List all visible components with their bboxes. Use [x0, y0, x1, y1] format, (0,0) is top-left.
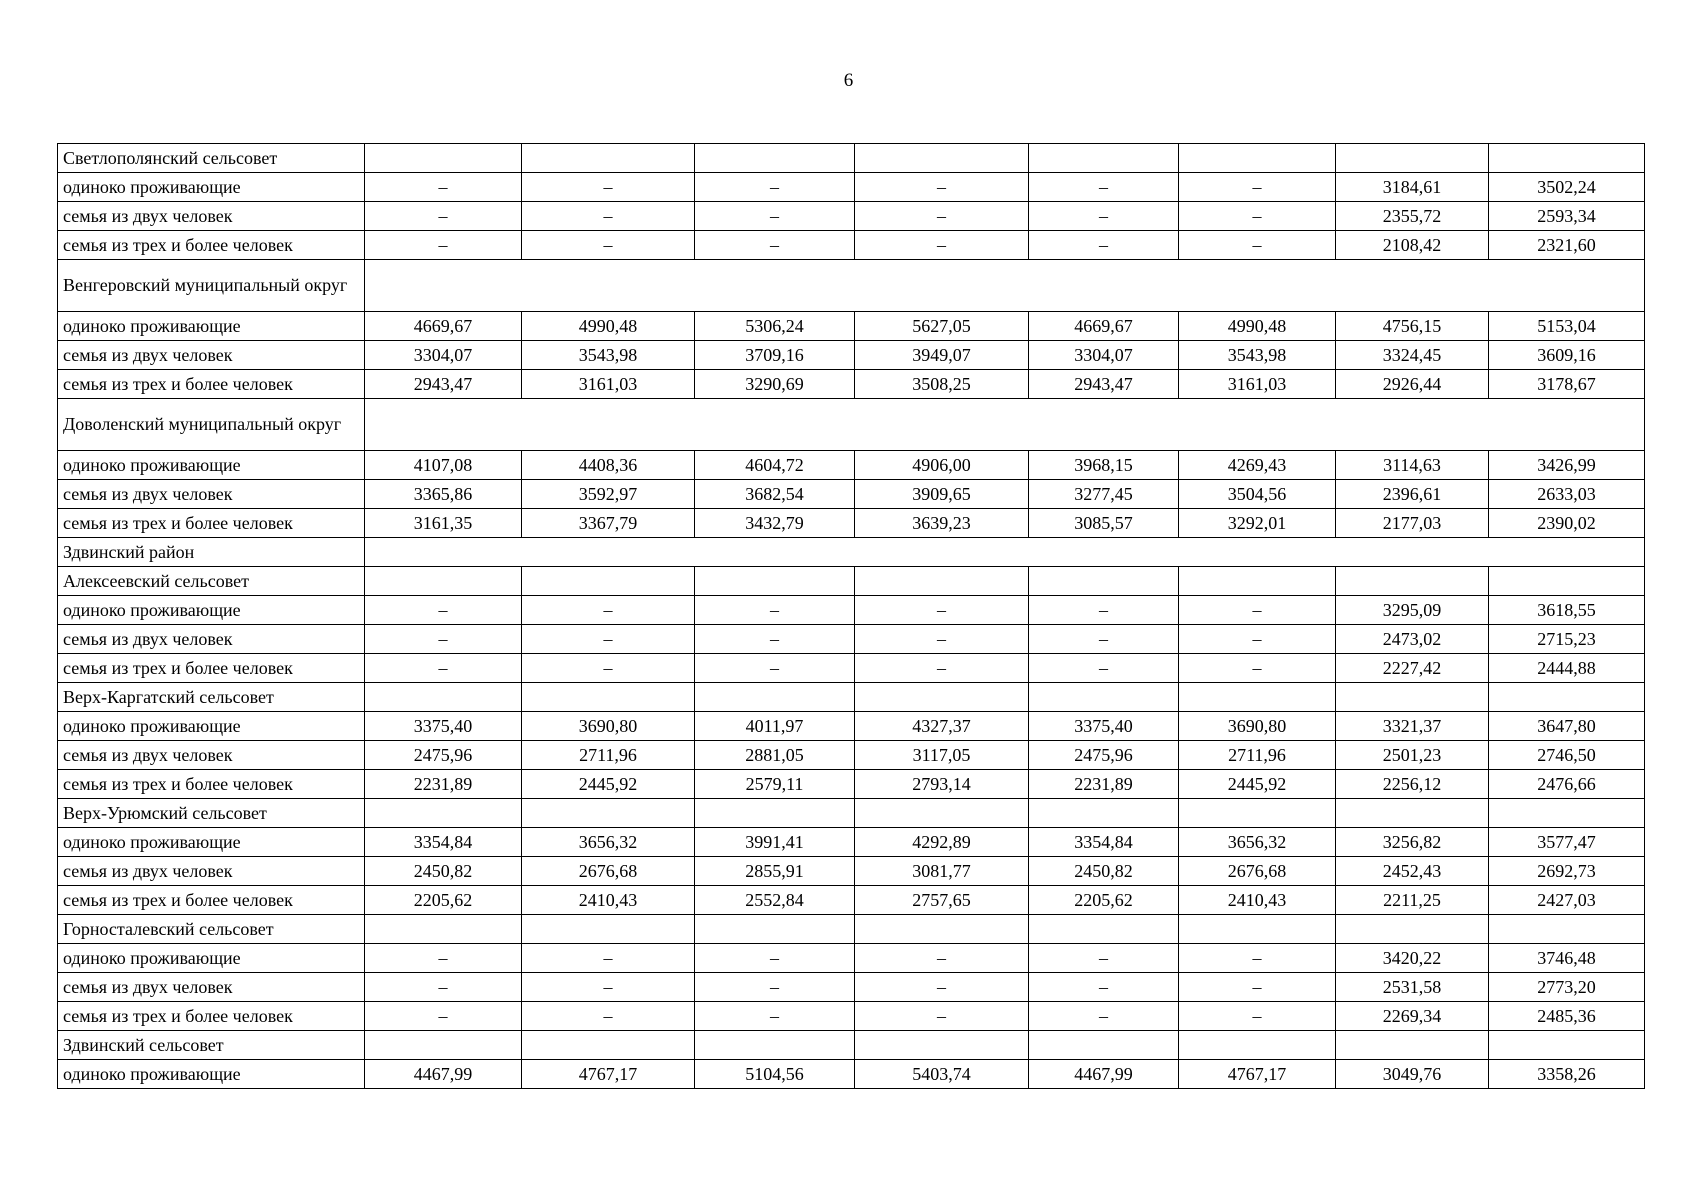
value-cell: 4408,36 — [522, 451, 695, 480]
value-cell: 2177,03 — [1336, 509, 1489, 538]
value-cell: 3292,01 — [1179, 509, 1336, 538]
empty-cell — [1489, 683, 1645, 712]
value-cell: 2501,23 — [1336, 741, 1489, 770]
value-cell: 2476,66 — [1489, 770, 1645, 799]
value-cell: 4011,97 — [695, 712, 855, 741]
empty-cell — [1179, 915, 1336, 944]
section-title: Венгеровский муниципальный округ — [58, 260, 365, 312]
value-cell: 3647,80 — [1489, 712, 1645, 741]
table-row — [58, 828, 1645, 857]
value-cell: – — [1029, 231, 1179, 260]
value-cell: 3420,22 — [1336, 944, 1489, 973]
value-cell: 2108,42 — [1336, 231, 1489, 260]
value-cell: – — [1029, 1002, 1179, 1031]
value-cell: 2746,50 — [1489, 741, 1645, 770]
value-cell: – — [365, 231, 522, 260]
value-cell: 2943,47 — [1029, 370, 1179, 399]
value-cell: – — [365, 625, 522, 654]
empty-cell — [1489, 799, 1645, 828]
value-cell: – — [855, 173, 1029, 202]
value-cell: 2445,92 — [1179, 770, 1336, 799]
value-cell: 3295,09 — [1336, 596, 1489, 625]
value-cell: 3909,65 — [855, 480, 1029, 509]
value-cell: 4767,17 — [522, 1060, 695, 1089]
value-cell: 2205,62 — [365, 886, 522, 915]
value-cell: 2793,14 — [855, 770, 1029, 799]
empty-cell — [365, 683, 522, 712]
table-row — [58, 857, 1645, 886]
table-row — [58, 944, 1645, 973]
value-cell: 2531,58 — [1336, 973, 1489, 1002]
table-row — [58, 741, 1645, 770]
value-cell: – — [855, 944, 1029, 973]
empty-cell — [855, 799, 1029, 828]
row-label: семья из двух человек — [58, 973, 365, 1002]
value-cell: 2396,61 — [1336, 480, 1489, 509]
value-cell: 2633,03 — [1489, 480, 1645, 509]
empty-cell — [1336, 567, 1489, 596]
table-row — [58, 451, 1645, 480]
value-cell: – — [522, 202, 695, 231]
value-cell: 3161,35 — [365, 509, 522, 538]
empty-cell — [1029, 683, 1179, 712]
empty-cell — [1336, 144, 1489, 173]
value-cell: 4767,17 — [1179, 1060, 1336, 1089]
group-row — [58, 144, 1645, 173]
value-cell: 2855,91 — [695, 857, 855, 886]
empty-cell — [695, 799, 855, 828]
tariff-table — [57, 143, 1645, 1089]
value-cell: – — [522, 596, 695, 625]
group-row — [58, 1031, 1645, 1060]
value-cell: 3277,45 — [1029, 480, 1179, 509]
value-cell: – — [1029, 173, 1179, 202]
empty-cell — [695, 567, 855, 596]
row-label: семья из трех и более человек — [58, 370, 365, 399]
value-cell: 3639,23 — [855, 509, 1029, 538]
value-cell: 3358,26 — [1489, 1060, 1645, 1089]
table-row — [58, 312, 1645, 341]
value-cell: – — [855, 596, 1029, 625]
value-cell: – — [1179, 973, 1336, 1002]
value-cell: – — [365, 973, 522, 1002]
row-label: одиноко проживающие — [58, 944, 365, 973]
value-cell: 4292,89 — [855, 828, 1029, 857]
value-cell: 3502,24 — [1489, 173, 1645, 202]
value-cell: 2231,89 — [1029, 770, 1179, 799]
value-cell: 4107,08 — [365, 451, 522, 480]
value-cell: 3114,63 — [1336, 451, 1489, 480]
value-cell: – — [1029, 202, 1179, 231]
value-cell: – — [365, 596, 522, 625]
value-cell: – — [695, 944, 855, 973]
value-cell: 4467,99 — [1029, 1060, 1179, 1089]
row-label: одиноко проживающие — [58, 828, 365, 857]
value-cell: 2943,47 — [365, 370, 522, 399]
value-cell: 5153,04 — [1489, 312, 1645, 341]
value-cell: – — [1179, 1002, 1336, 1031]
table-row — [58, 509, 1645, 538]
empty-cell — [365, 1031, 522, 1060]
value-cell: 3049,76 — [1336, 1060, 1489, 1089]
group-row — [58, 915, 1645, 944]
value-cell: 3543,98 — [522, 341, 695, 370]
empty-cell — [1029, 1031, 1179, 1060]
value-cell: 3504,56 — [1179, 480, 1336, 509]
value-cell: 3656,32 — [1179, 828, 1336, 857]
value-cell: – — [695, 202, 855, 231]
empty-cell — [855, 144, 1029, 173]
table-body — [58, 144, 1645, 1089]
section-title: Здвинский район — [58, 538, 365, 567]
group-row — [58, 567, 1645, 596]
table-row — [58, 625, 1645, 654]
value-cell: 2711,96 — [522, 741, 695, 770]
value-cell: 3375,40 — [365, 712, 522, 741]
value-cell: 3543,98 — [1179, 341, 1336, 370]
value-cell: – — [522, 944, 695, 973]
empty-cell — [365, 799, 522, 828]
value-cell: 3184,61 — [1336, 173, 1489, 202]
value-cell: – — [522, 654, 695, 683]
value-cell: 2773,20 — [1489, 973, 1645, 1002]
section-empty-cell — [365, 260, 1645, 312]
value-cell: 3656,32 — [522, 828, 695, 857]
value-cell: 2355,72 — [1336, 202, 1489, 231]
empty-cell — [695, 1031, 855, 1060]
value-cell: 2231,89 — [365, 770, 522, 799]
value-cell: – — [522, 625, 695, 654]
value-cell: 3577,47 — [1489, 828, 1645, 857]
value-cell: 4669,67 — [365, 312, 522, 341]
row-label: семья из трех и более человек — [58, 1002, 365, 1031]
value-cell: – — [1179, 596, 1336, 625]
value-cell: 2475,96 — [365, 741, 522, 770]
table-row — [58, 202, 1645, 231]
value-cell: – — [855, 625, 1029, 654]
value-cell: 2269,34 — [1336, 1002, 1489, 1031]
value-cell: 2390,02 — [1489, 509, 1645, 538]
table-row — [58, 480, 1645, 509]
value-cell: – — [1179, 231, 1336, 260]
group-row — [58, 683, 1645, 712]
value-cell: 3367,79 — [522, 509, 695, 538]
value-cell: – — [365, 202, 522, 231]
value-cell: 2711,96 — [1179, 741, 1336, 770]
empty-cell — [522, 915, 695, 944]
section-empty-cell — [365, 399, 1645, 451]
value-cell: 4604,72 — [695, 451, 855, 480]
value-cell: 4906,00 — [855, 451, 1029, 480]
value-cell: 3290,69 — [695, 370, 855, 399]
empty-cell — [1489, 1031, 1645, 1060]
empty-cell — [1029, 144, 1179, 173]
value-cell: 3709,16 — [695, 341, 855, 370]
empty-cell — [1029, 567, 1179, 596]
value-cell: – — [695, 596, 855, 625]
value-cell: – — [1029, 625, 1179, 654]
value-cell: 3682,54 — [695, 480, 855, 509]
table-row — [58, 596, 1645, 625]
empty-cell — [522, 144, 695, 173]
table-row — [58, 231, 1645, 260]
value-cell: – — [522, 173, 695, 202]
group-title: Здвинский сельсовет — [58, 1031, 365, 1060]
value-cell: – — [855, 231, 1029, 260]
value-cell: 5306,24 — [695, 312, 855, 341]
value-cell: 2205,62 — [1029, 886, 1179, 915]
value-cell: 2881,05 — [695, 741, 855, 770]
value-cell: – — [1029, 596, 1179, 625]
value-cell: 2676,68 — [1179, 857, 1336, 886]
section-row — [58, 260, 1645, 312]
value-cell: – — [855, 202, 1029, 231]
value-cell: 2410,43 — [1179, 886, 1336, 915]
value-cell: – — [695, 973, 855, 1002]
value-cell: – — [695, 1002, 855, 1031]
value-cell: 3609,16 — [1489, 341, 1645, 370]
empty-cell — [1336, 799, 1489, 828]
value-cell: 4269,43 — [1179, 451, 1336, 480]
value-cell: 3375,40 — [1029, 712, 1179, 741]
row-label: семья из трех и более человек — [58, 886, 365, 915]
value-cell: 3161,03 — [522, 370, 695, 399]
group-title: Верх-Урюмский сельсовет — [58, 799, 365, 828]
group-row — [58, 799, 1645, 828]
empty-cell — [1179, 799, 1336, 828]
value-cell: – — [1029, 973, 1179, 1002]
value-cell: 2676,68 — [522, 857, 695, 886]
empty-cell — [1336, 683, 1489, 712]
value-cell: 2427,03 — [1489, 886, 1645, 915]
row-label: семья из двух человек — [58, 625, 365, 654]
value-cell: – — [1179, 173, 1336, 202]
value-cell: 3321,37 — [1336, 712, 1489, 741]
value-cell: 4327,37 — [855, 712, 1029, 741]
empty-cell — [695, 915, 855, 944]
value-cell: 3256,82 — [1336, 828, 1489, 857]
value-cell: – — [522, 231, 695, 260]
value-cell: 3690,80 — [522, 712, 695, 741]
value-cell: 4990,48 — [1179, 312, 1336, 341]
value-cell: 2211,25 — [1336, 886, 1489, 915]
table-row — [58, 770, 1645, 799]
value-cell: 2485,36 — [1489, 1002, 1645, 1031]
value-cell: 2256,12 — [1336, 770, 1489, 799]
value-cell: – — [695, 654, 855, 683]
row-label: семья из трех и более человек — [58, 231, 365, 260]
value-cell: 3690,80 — [1179, 712, 1336, 741]
row-label: семья из трех и более человек — [58, 770, 365, 799]
value-cell: – — [365, 654, 522, 683]
row-label: семья из двух человек — [58, 202, 365, 231]
value-cell: 3968,15 — [1029, 451, 1179, 480]
group-title: Алексеевский сельсовет — [58, 567, 365, 596]
value-cell: 2410,43 — [522, 886, 695, 915]
value-cell: 3592,97 — [522, 480, 695, 509]
empty-cell — [365, 567, 522, 596]
value-cell: 3324,45 — [1336, 341, 1489, 370]
empty-cell — [522, 683, 695, 712]
empty-cell — [1336, 1031, 1489, 1060]
table-row — [58, 973, 1645, 1002]
value-cell: 3161,03 — [1179, 370, 1336, 399]
empty-cell — [522, 1031, 695, 1060]
row-label: одиноко проживающие — [58, 451, 365, 480]
table-row — [58, 654, 1645, 683]
value-cell: 2692,73 — [1489, 857, 1645, 886]
value-cell: – — [855, 1002, 1029, 1031]
value-cell: 2450,82 — [365, 857, 522, 886]
table-row — [58, 1060, 1645, 1089]
empty-cell — [695, 144, 855, 173]
empty-cell — [855, 915, 1029, 944]
value-cell: – — [1179, 625, 1336, 654]
value-cell: 3354,84 — [1029, 828, 1179, 857]
value-cell: – — [522, 973, 695, 1002]
empty-cell — [522, 799, 695, 828]
value-cell: 5627,05 — [855, 312, 1029, 341]
empty-cell — [1489, 915, 1645, 944]
value-cell: 3354,84 — [365, 828, 522, 857]
value-cell: 3991,41 — [695, 828, 855, 857]
empty-cell — [1336, 915, 1489, 944]
value-cell: 3081,77 — [855, 857, 1029, 886]
value-cell: 2757,65 — [855, 886, 1029, 915]
row-label: одиноко проживающие — [58, 1060, 365, 1089]
empty-cell — [855, 683, 1029, 712]
value-cell: – — [855, 973, 1029, 1002]
section-title: Доволенский муниципальный округ — [58, 399, 365, 451]
row-label: семья из трех и более человек — [58, 654, 365, 683]
row-label: одиноко проживающие — [58, 596, 365, 625]
empty-cell — [855, 1031, 1029, 1060]
empty-cell — [1179, 144, 1336, 173]
value-cell: 5403,74 — [855, 1060, 1029, 1089]
section-empty-cell — [365, 538, 1645, 567]
value-cell: 2552,84 — [695, 886, 855, 915]
value-cell: 4756,15 — [1336, 312, 1489, 341]
row-label: семья из двух человек — [58, 857, 365, 886]
table-row — [58, 712, 1645, 741]
row-label: одиноко проживающие — [58, 712, 365, 741]
empty-cell — [522, 567, 695, 596]
value-cell: – — [365, 1002, 522, 1031]
value-cell: 4990,48 — [522, 312, 695, 341]
value-cell: 2473,02 — [1336, 625, 1489, 654]
value-cell: – — [695, 625, 855, 654]
value-cell: 3117,05 — [855, 741, 1029, 770]
table-row — [58, 1002, 1645, 1031]
empty-cell — [1029, 915, 1179, 944]
value-cell: 2321,60 — [1489, 231, 1645, 260]
value-cell: – — [1179, 654, 1336, 683]
value-cell: – — [695, 231, 855, 260]
value-cell: 3304,07 — [365, 341, 522, 370]
value-cell: 3508,25 — [855, 370, 1029, 399]
empty-cell — [1179, 567, 1336, 596]
value-cell: 3426,99 — [1489, 451, 1645, 480]
value-cell: 3432,79 — [695, 509, 855, 538]
row-label: семья из двух человек — [58, 480, 365, 509]
value-cell: 2450,82 — [1029, 857, 1179, 886]
value-cell: – — [1179, 944, 1336, 973]
value-cell: – — [1029, 944, 1179, 973]
value-cell: 2452,43 — [1336, 857, 1489, 886]
value-cell: 3085,57 — [1029, 509, 1179, 538]
value-cell: 4467,99 — [365, 1060, 522, 1089]
value-cell: 2475,96 — [1029, 741, 1179, 770]
section-row — [58, 399, 1645, 451]
row-label: одиноко проживающие — [58, 312, 365, 341]
empty-cell — [855, 567, 1029, 596]
row-label: семья из двух человек — [58, 341, 365, 370]
value-cell: 2926,44 — [1336, 370, 1489, 399]
row-label: семья из двух человек — [58, 741, 365, 770]
value-cell: – — [1029, 654, 1179, 683]
value-cell: 3746,48 — [1489, 944, 1645, 973]
group-title: Горносталевский сельсовет — [58, 915, 365, 944]
value-cell: 3178,67 — [1489, 370, 1645, 399]
empty-cell — [1179, 683, 1336, 712]
value-cell: 2579,11 — [695, 770, 855, 799]
table-row — [58, 341, 1645, 370]
value-cell: – — [522, 1002, 695, 1031]
empty-cell — [365, 915, 522, 944]
section-row — [58, 538, 1645, 567]
value-cell: 2715,23 — [1489, 625, 1645, 654]
empty-cell — [1179, 1031, 1336, 1060]
empty-cell — [365, 144, 522, 173]
value-cell: – — [365, 944, 522, 973]
empty-cell — [695, 683, 855, 712]
empty-cell — [1489, 144, 1645, 173]
value-cell: – — [695, 173, 855, 202]
group-title: Светлополянский сельсовет — [58, 144, 365, 173]
row-label: одиноко проживающие — [58, 173, 365, 202]
value-cell: 2227,42 — [1336, 654, 1489, 683]
value-cell: 5104,56 — [695, 1060, 855, 1089]
value-cell: 4669,67 — [1029, 312, 1179, 341]
row-label: семья из трех и более человек — [58, 509, 365, 538]
value-cell: 2444,88 — [1489, 654, 1645, 683]
value-cell: – — [855, 654, 1029, 683]
value-cell: 3365,86 — [365, 480, 522, 509]
empty-cell — [1489, 567, 1645, 596]
value-cell: – — [1179, 202, 1336, 231]
table-row — [58, 886, 1645, 915]
empty-cell — [1029, 799, 1179, 828]
page-number: 6 — [843, 70, 854, 91]
table-row — [58, 370, 1645, 399]
value-cell: 3618,55 — [1489, 596, 1645, 625]
value-cell: 2593,34 — [1489, 202, 1645, 231]
value-cell: 2445,92 — [522, 770, 695, 799]
value-cell: 3304,07 — [1029, 341, 1179, 370]
value-cell: – — [365, 173, 522, 202]
table-row — [58, 173, 1645, 202]
group-title: Верх-Каргатский сельсовет — [58, 683, 365, 712]
value-cell: 3949,07 — [855, 341, 1029, 370]
